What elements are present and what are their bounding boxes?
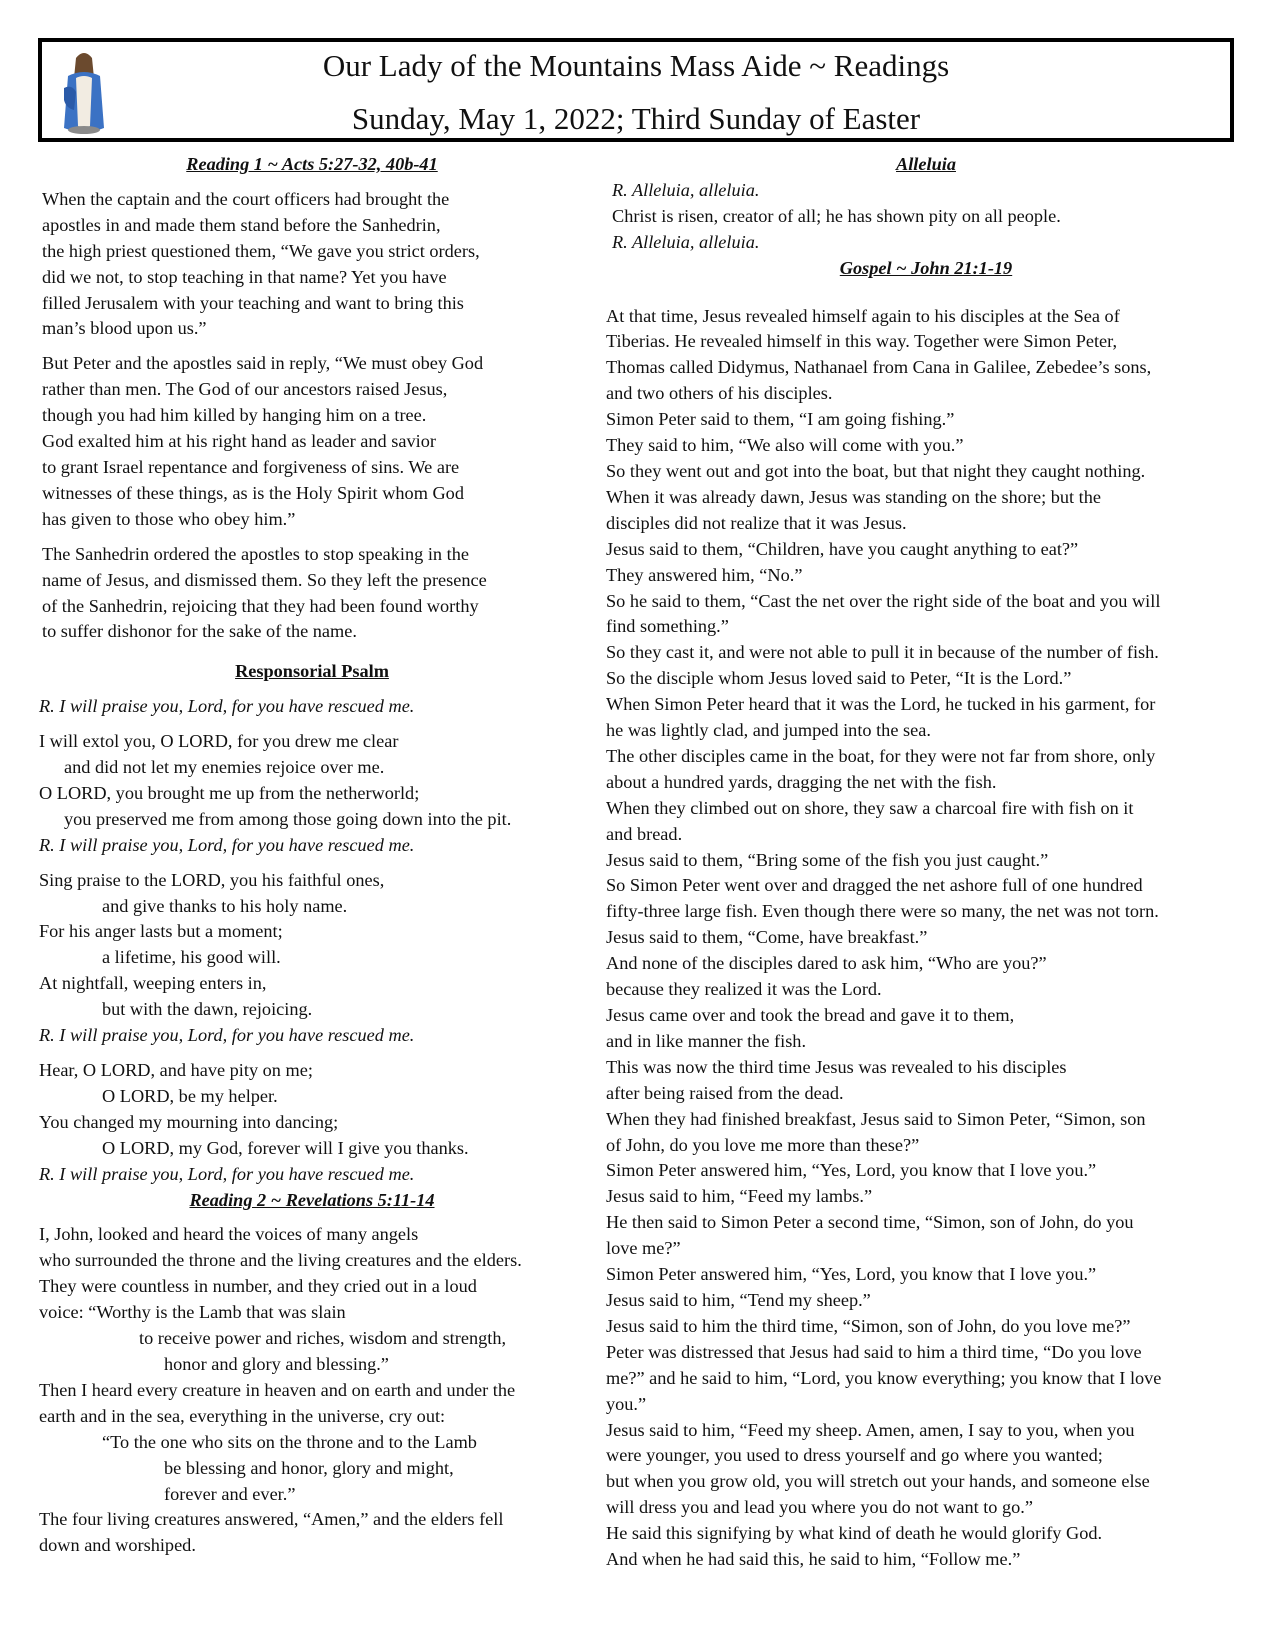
text-line: to grant Israel repentance and forgiveness of sins. We are: [42, 456, 460, 477]
text-line: of John, do you love me more than these?”: [606, 1134, 920, 1155]
text-line: but with the dawn, rejoicing.: [102, 999, 313, 1020]
page-header: [38, 38, 1234, 142]
text-line: and in like manner the fish.: [606, 1030, 807, 1051]
text-line: after being raised from the dead.: [606, 1082, 844, 1103]
text-line: This was now the third time Jesus was revealed to his disciples: [606, 1056, 1067, 1077]
text-line: Jesus said to him the third time, “Simon, son of John, do you love me?”: [606, 1315, 1131, 1336]
page-title: Our Lady of the Mountains Mass Aide ~ Readings: [322, 48, 950, 83]
alleluia-response: R. Alleluia, alleluia.: [612, 179, 760, 200]
right-column: [606, 152, 1246, 1573]
reading2-heading: Reading 2 ~ Revelations 5:11-14: [189, 1189, 435, 1210]
text-line: You changed my mourning into dancing;: [39, 1111, 339, 1132]
text-line: of the Sanhedrin, rejoicing that they had been found worthy: [42, 595, 479, 616]
alleluia-response: R. Alleluia, alleluia.: [612, 231, 760, 252]
text-line: He then said to Simon Peter a second time, “Simon, son of John, do you: [606, 1212, 1134, 1233]
text-line: For his anger lasts but a moment;: [39, 921, 283, 942]
text-line: When the captain and the court officers had brought the: [42, 188, 450, 209]
text-line: Jesus said to them, “Children, have you caught anything to eat?”: [606, 538, 1079, 559]
text-line: but when you grow old, you will stretch out your hands, and someone else: [606, 1471, 1150, 1492]
text-line: Jesus said to them, “Come, have breakfast.”: [606, 927, 928, 948]
text-line: though you had him killed by hanging him on a tree.: [42, 405, 427, 426]
text-line: When Simon Peter heard that it was the Lord, he tucked in his garment, for: [606, 694, 1156, 715]
text-line: witnesses of these things, as is the Holy Spirit whom God: [42, 482, 464, 503]
text-line: he was lightly clad, and jumped into the sea.: [606, 720, 931, 741]
text-line: And none of the disciples dared to ask him, “Who are you?”: [606, 953, 1047, 974]
text-line: So he said to them, “Cast the net over the right side of the boat and you will: [606, 590, 1161, 611]
text-line: He said this signifying by what kind of death he would glorify God.: [606, 1523, 1103, 1544]
text-line: And when he had said this, he said to him, “Follow me.”: [606, 1549, 1021, 1570]
text-line: love me?”: [606, 1238, 681, 1259]
text-line: Hear, O LORD, and have pity on me;: [39, 1060, 313, 1080]
psalm-response: R. I will praise you, Lord, for you have rescued me.: [39, 1025, 415, 1046]
text-line: The other disciples came in the boat, for they were not far from shore, only: [606, 745, 1156, 766]
text-line: name of Jesus, and dismissed them. So they left the presence: [42, 569, 487, 590]
text-line: were younger, you used to dress yourself and go where you wanted;: [606, 1445, 1103, 1466]
psalm-verse-2: [39, 868, 602, 1049]
text-line: earth and in the sea, everything in the universe, cry out:: [39, 1405, 446, 1426]
reading1-heading: Reading 1 ~ Acts 5:27-32, 40b-41: [186, 154, 438, 174]
text-line: At that time, Jesus revealed himself again to his disciples at the Sea of: [606, 305, 1120, 326]
text-line: honor and glory and blessing.”: [164, 1353, 389, 1374]
psalm-verse-3: [39, 1058, 602, 1188]
left-column: [39, 152, 602, 1559]
text-line: to receive power and riches, wisdom and strength,: [139, 1328, 507, 1349]
text-line: At nightfall, weeping enters in,: [39, 973, 267, 994]
page-subtitle: Sunday, May 1, 2022; Third Sunday of Easter: [351, 101, 921, 136]
text-line: So they went out and got into the boat, but that night they caught nothing.: [606, 460, 1146, 481]
text-line: to suffer dishonor for the sake of the name.: [42, 621, 357, 642]
alleluia-verse: Christ is risen, creator of all; he has shown pity on all people.: [612, 205, 1061, 226]
text-line: Thomas called Didymus, Nathanael from Cana in Galilee, Zebedee’s sons,: [606, 357, 1152, 378]
text-line: and two others of his disciples.: [606, 383, 833, 404]
text-line: O LORD, you brought me up from the netherworld;: [39, 782, 420, 803]
text-line: Sing praise to the LORD, you his faithful ones,: [39, 869, 385, 890]
text-line: down and worshiped.: [39, 1535, 196, 1556]
text-line: apostles in and made them stand before the Sanhedrin,: [42, 214, 441, 235]
text-line: fifty-three large fish. Even though there were so many, the net was not torn.: [606, 901, 1159, 922]
text-line: disciples did not realize that it was Jesus.: [606, 512, 907, 533]
text-line: Jesus said to him, “Feed my sheep. Amen, amen, I say to you, when you: [606, 1419, 1135, 1440]
text-line: O LORD, my God, forever will I give you thanks.: [102, 1137, 469, 1158]
psalm-heading: Responsorial Psalm: [235, 661, 389, 682]
text-line: me?” and he said to him, “Lord, you know everything; you know that I love: [606, 1367, 1162, 1388]
text-line: and bread.: [606, 823, 683, 844]
text-line: Jesus said to him, “Feed my lambs.”: [606, 1186, 873, 1207]
text-line: forever and ever.”: [164, 1483, 296, 1504]
text-line: So Simon Peter went over and dragged the net ashore full of one hundred: [606, 875, 1143, 896]
psalm-response: R. I will praise you, Lord, for you have rescued me.: [39, 696, 415, 717]
reading1-para3: [42, 542, 602, 646]
text-line: God exalted him at his right hand as leader and savior: [42, 431, 436, 452]
alleluia-heading: Alleluia: [896, 154, 956, 174]
text-line: man’s blood upon us.”: [42, 318, 207, 339]
text-line: Jesus came over and took the bread and gave it to them,: [606, 1005, 1015, 1025]
text-line: Jesus said to him, “Tend my sheep.”: [606, 1289, 871, 1310]
text-line: Simon Peter answered him, “Yes, Lord, you know that I love you.”: [606, 1264, 1097, 1285]
text-line: Then I heard every creature in heaven and on earth and under the: [39, 1379, 516, 1400]
text-line: rather than men. The God of our ancestors raised Jesus,: [42, 379, 448, 400]
text-line: you preserved me from among those going down into the pit.: [64, 808, 512, 829]
reading1-para1: [42, 187, 602, 342]
text-line: The four living creatures answered, “Amen,” and the elders fell: [39, 1509, 504, 1530]
text-line: They answered him, “No.”: [606, 564, 803, 585]
text-line: When they climbed out on shore, they saw a charcoal fire with fish on it: [606, 797, 1134, 818]
text-line: The Sanhedrin ordered the apostles to stop speaking in the: [42, 543, 469, 564]
gospel-text: [606, 304, 1246, 1573]
gospel-heading: Gospel ~ John 21:1-19: [839, 257, 1013, 278]
text-line: So the disciple whom Jesus loved said to Peter, “It is the Lord.”: [606, 668, 1072, 689]
reading1-para2: [42, 351, 602, 532]
text-line: and did not let my enemies rejoice over me.: [64, 757, 385, 778]
text-line: be blessing and honor, glory and might,: [164, 1457, 454, 1478]
text-line: has given to those who obey him.”: [42, 508, 296, 529]
text-line: “To the one who sits on the throne and to the Lamb: [102, 1431, 477, 1452]
psalm-verse-1: [39, 729, 602, 859]
text-line: I, John, looked and heard the voices of many angels: [39, 1224, 419, 1245]
text-line: will dress you and lead you where you do not want to go.”: [606, 1497, 1033, 1518]
text-line: because they realized it was the Lord.: [606, 979, 882, 1000]
text-line: I will extol you, O LORD, for you drew me clear: [39, 731, 399, 752]
alleluia-text: [606, 178, 1246, 256]
text-line: When it was already dawn, Jesus was standing on the shore; but the: [606, 486, 1102, 507]
text-line: about a hundred yards, dragging the net with the fish.: [606, 771, 997, 792]
text-line: Jesus said to them, “Bring some of the fish you just caught.”: [606, 849, 1049, 870]
text-line: But Peter and the apostles said in reply, “We must obey God: [42, 353, 484, 374]
text-line: find something.”: [606, 616, 729, 637]
text-line: voice: “Worthy is the Lamb that was slain: [39, 1302, 346, 1323]
text-line: Tiberias. He revealed himself in this way. Together were Simon Peter,: [606, 331, 1118, 352]
text-line: O LORD, be my helper.: [102, 1085, 278, 1106]
text-line: When they had finished breakfast, Jesus said to Simon Peter, “Simon, son: [606, 1108, 1146, 1129]
reading2-text: [39, 1222, 602, 1559]
text-line: did we not, to stop teaching in that name? Yet you have: [42, 266, 447, 287]
text-line: Simon Peter answered him, “Yes, Lord, you know that I love you.”: [606, 1160, 1097, 1181]
text-line: So they cast it, and were not able to pull it in because of the number of fish.: [606, 642, 1159, 663]
text-line: the high priest questioned them, “We gave you strict orders,: [42, 240, 480, 261]
text-line: filled Jerusalem with your teaching and want to bring this: [42, 292, 464, 313]
text-line: They said to him, “We also will come with you.”: [606, 435, 964, 456]
text-line: who surrounded the throne and the living creatures and the elders.: [39, 1250, 522, 1271]
psalm-response: R. I will praise you, Lord, for you have rescued me.: [39, 1163, 415, 1184]
psalm-response: R. I will praise you, Lord, for you have rescued me.: [39, 834, 415, 855]
text-line: and give thanks to his holy name.: [102, 895, 348, 916]
text-line: They were countless in number, and they cried out in a loud: [39, 1276, 477, 1297]
text-line: Simon Peter said to them, “I am going fishing.”: [606, 409, 955, 430]
text-line: you.”: [606, 1393, 647, 1414]
text-line: a lifetime, his good will.: [102, 947, 281, 968]
text-line: Peter was distressed that Jesus had said to him a third time, “Do you love: [606, 1341, 1142, 1362]
